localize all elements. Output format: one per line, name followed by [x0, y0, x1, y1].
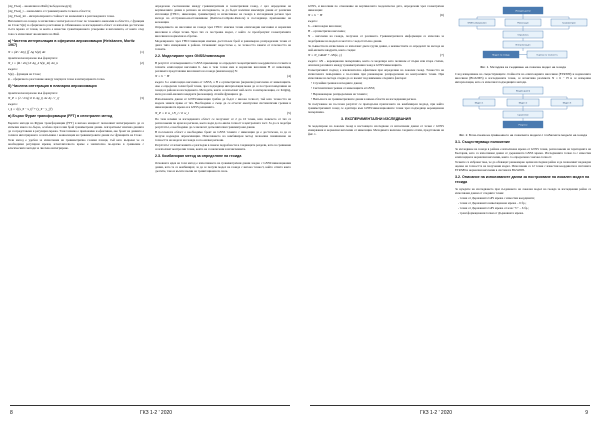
paragraph: практически изразено във формулата: [8, 90, 58, 95]
flow-box-label: Оценка на точността [536, 54, 558, 57]
list-item: • Случайни грешки в изходните данни; [311, 81, 363, 86]
paragraph: По тези начини за изследваната област се получават от 2 до 10 точки, като повечето от тях са разположени по края на региона, което води до по-ниска точност в централната част. За да се подобри резултатът, е необходимо да се включат допълнителни гравиметрови данни. [155, 116, 291, 129]
running-footer: ГКЗ 1-2 ' 2020 [420, 410, 453, 416]
equation [308, 13, 444, 18]
paragraph: H – ортометрична височина; [308, 29, 346, 34]
equation-body: N_P = (1 / 2πγ) Σ Σ Δg_ij Δx Δy / r_ij [8, 95, 60, 100]
equation-number: (3) [140, 95, 144, 100]
equation [155, 74, 291, 79]
flow-box-label: Гравиметрия [562, 22, 576, 25]
paragraph: където: [8, 66, 18, 71]
paragraph: За нуждите на изследването при създаването на локален модел на геоида за изследвания район са използвани данни от следните точки: [455, 186, 591, 195]
paragraph: определено съотношение между гравиметричния и геометричния геоид, с цел определяне на вертикалните данни в региона на изследването, за да бъдат налични максимум данни от различни източници (ГНСС, нивелация, гравиметрия) за изчисляване на геоида в изследвания регион чрез метода на отстранено-възстановяване (Remove-Compute-Restore) и последващо приложение на колокация. [155, 4, 291, 25]
paragraph: След извършване на съществуващите стойности на елипсоидните височини (ETRS89) и нормалните височини (BGS2005) в изследваните точки, се изчислява разликата N = h − H и се извършва интерполация, като се използват подходящите методи. [455, 72, 591, 85]
paragraph: Височината на геоида се изчислява с интеграла на Стокс по точковите аномалии в областта, с функция на Стокс S(ψ) за сферичното разстояние ψ. Обикновено за изследваната област се използва достатъчно гъста мрежа от точки, за които е известно гравитационното ускорение и височината, от които след това се изчисляват аномалиите на Фай. [8, 19, 144, 36]
section-heading: 2.2. Моделиране чрез GNSS/нивелация [155, 54, 225, 59]
left-page-column-1 [8, 4, 144, 151]
paragraph: (Δg_FAA)_i – аномалиите от гравиметровите точки в областта; [8, 9, 91, 14]
equation [155, 111, 291, 116]
right-page-column-2 [455, 4, 591, 216]
flow-box-label: Входни данни [515, 90, 531, 93]
figure-1-flowchart [455, 5, 591, 63]
flow-box-label: Модел 3 [562, 102, 572, 105]
paragraph: За съвместното изчисление се използват двете групи данни, а неизвестните се определят по метода на най-малките квадрати, както следва: [308, 43, 444, 52]
equation-body: N = h − H [308, 13, 323, 18]
list-item: • Неравномерно разпределение на точките; [311, 91, 368, 96]
paragraph: Резултатът от изчисленията е разгледан в повече подробности в следващите раздели, като за сравнение се използват контролни точки, които не са включени в изчисленията. [155, 143, 291, 152]
list-item: - точки от Държавната GPS мрежа с известни координати; [458, 195, 535, 200]
flow-box-label: Нивелация [517, 22, 529, 25]
paragraph: (Δg_FAA) – аномалия на Фай (свободен въздух); [8, 4, 72, 8]
running-footer: ГКЗ 1-2 ' 2020 [140, 410, 173, 416]
paragraph: В резултат от измерванията с GNSS приемници се определят геоцентричните координати на точките и техните елипсоидни височини h. Ако в тези точки има и нормални височини H от нивелация, разликата представлява височината на геоида (квазигеоида) N: [155, 60, 291, 73]
flow-box-label: Модел на геоида [492, 54, 510, 57]
paragraph: където h е елипсоидна височина от GNSS, а H е ортометрична (нормална) височина от нивелацията. Ако е определен голям брой точки, чрез подходяща интерполация може да се построи повърхнина на геоида в района на изследването. Методите, които се използват най-често за интерполация, са: Kriging, метод на най-малките квадрати (колокация), сплайн функции и др. [155, 79, 291, 97]
right-page [300, 0, 600, 424]
left-page-column-2 [155, 4, 291, 174]
paragraph: Определянето на височини на геоида чрез ГНСС изисква точни елипсоидни височини и нормални височини в общи точки. Чрез тях се построява модел, с който се преобразуват геометричните височини в нормални и обратно. [155, 25, 291, 38]
flow-box-label: Модел 2 [518, 102, 528, 105]
flow-box-label: GNSS измервания [467, 22, 487, 25]
equation-body: N = N_GRAV + ΔN(x, y) [308, 52, 342, 57]
paragraph: Бързите методи на Фурие трансформации (FFT) в висока мощност позволяват интегрирането да се изпълни много по-бързо, особено при голям брой гравиметрови данни. Алгоритъмът изисква данните да са представени в регулярна мрежа. Тази техника е приложима и ефективна, ако броят на данните е голям и интегрирането се изпълнява с конволюция на гравиметровите данни със функцията на Стокс. [8, 120, 144, 137]
paragraph: GNSS, и височини по отношение на вертикалната геодезическа дата, определени чрез геометрична нивелация: [308, 4, 444, 13]
equation-number: (5) [287, 110, 291, 115]
paragraph: Използваните данни от GNSS/нивелация трябва да бъдат с висока точност, тъй като точността на модела зависи пряко от тях. Необходимо е също да се отчетат евентуални систематични грешки в нивелационната мрежа и в GNSS решенията. [155, 97, 291, 110]
paragraph: За моделиране на локален геоид в настоящото изследване са използвани данни от точки с GNSS измервания и нормални височини от нивелация. Методиката включва следните етапи, представени на фиг. 1. [308, 123, 444, 136]
page-number: 8 [10, 410, 13, 416]
list-item: • Систематични грешки от нивелацията и GNSS; [311, 86, 376, 91]
equation-number: (4) [287, 73, 291, 78]
equation-number: (6) [440, 13, 444, 18]
section-heading: а) Чистена интерполация в сферична апроксимация (Heiskanen, Moritz 1967) [8, 38, 135, 48]
figure-caption: Фиг. 2. Блок-схема на сравнението на локалните модели с глобалните модели на геоида [459, 133, 587, 138]
paragraph: ψ – сферичното разстояние между текущата точка и интегрираната точка. [8, 77, 106, 82]
equation [8, 61, 144, 66]
right-page-column-1 [308, 4, 444, 137]
list-item: - трансформационни точки от Държавната мрежа. [458, 211, 524, 216]
equation-number: (2) [140, 60, 144, 65]
paragraph: r_ij = √((x_P − x_i)² + (y_P − y_j)²) [8, 107, 53, 111]
paragraph: За получаване на по-точен резултат се препоръчва прилагането на комбиниран подход, при който гравиметричният геоид се адаптира към GNSS/нивелационните точки чрез подходяща корекционна повърхнина. [308, 101, 444, 114]
equation-number: (1) [140, 49, 144, 54]
flow-box-label: Сравнение [517, 114, 529, 117]
figure-caption: Фиг. 1. Методика за създаване на локален модел на геоида [480, 65, 566, 69]
paragraph: S(ψ) – функция на Стокс; [8, 72, 42, 77]
paragraph: Моделирането чрез ГНСС/нивелация изисква достатъчен брой и равномерно разпределени точки от двата типа измервания в района. Основният недостатък е, че точността зависи от плътността на точките. [155, 38, 291, 51]
paragraph: h – елипсоидна височина; [308, 24, 342, 29]
list-item: • Непълнота на гравиметричните данни в някои области на изследвания регион. [311, 96, 417, 101]
paragraph: практически изразено във формулата: [8, 55, 58, 60]
paragraph: В посочената област е необходимо броят на GNSS точките с нивелация да е достатъчен, за да се получи надеждна апроксимация. Използването на комбиниран метод позволява повишаване на точността на модела на геоида за по-малки региони. [155, 129, 291, 143]
flow-box-label: Резултат [518, 124, 528, 127]
section-heading: 2.3. Комбиниран метод за определяне на геоида [155, 154, 242, 159]
paragraph: (Δg_FAA)_int – интерполираната стойност на аномалията в разглежданата точка. [8, 14, 115, 19]
equation-body: N_i = (R / 4πγ) Σ Δg_k S(ψ_ik) Δσ_k [8, 60, 58, 65]
flow-box-label: Интерполация [515, 44, 531, 47]
paragraph: N – височина на геоида, получена от разликата. Гравиметричната информация се използва за подобряване на модела в местата с недостатъчно данни. [308, 34, 444, 43]
section-heading: 3. ЕКСПЕРИМЕНТАЛНИ ИЗСЛЕДВАНИЯ [341, 116, 411, 121]
equation [308, 53, 444, 58]
paragraph: За изследване на геоида в района е използвана мрежа от GNSS точки, разположени на територията на България, като са използвани данни от държавната GNSS мрежа. Изследваните точки са с известни елипсоидни и нормални височини, които са определени с висока точност. [455, 146, 591, 160]
equation [8, 96, 144, 101]
flow-box-label: Обработка [517, 34, 529, 37]
equation-number: (7) [440, 52, 444, 57]
paragraph: където: ΔN – корекционна повърхнина, която се моделира като полином от първа или втора степен, описващ разликата между гравиметричния геоид и GNSS/нивелацията. [308, 58, 444, 67]
flow-box-label: Модел 1 [474, 102, 484, 105]
paragraph: Точките са избрани така, че да обхващат равномерно целия изследван район и да позволяват надеждна оценка на точността на получения модел. Използвани са 12 точки с известни координати в системата ETRS89 и нормални височини в системата BGS2005. [455, 160, 591, 173]
paragraph: Този метод е удобен за изчисления на гравиметрично големи площи, тъй като въпреки че са необходими регулярни мрежи, изчислителното време е значително по-кратко в сравнение с класическите методи за числено интегриране. [8, 138, 144, 151]
paragraph: където: [8, 101, 18, 106]
equation-body: N_P = Σ w_i N_i / Σ w_i [155, 110, 189, 115]
list-item: - точки от Държавната нивелационна мрежа – 6 бр.; [458, 200, 527, 205]
equation-body: N = h − H [155, 73, 170, 78]
section-heading: 3.2. Описание на използваните данни за построяване на локален модел на геоида [455, 175, 590, 185]
list-item: - точки от Държавната GPS мрежа от клас "C" – 6 бр.; [458, 206, 529, 210]
paragraph: Основната идея на този метод е използването на гравиметрични данни заедно с GNSS/нивелационни данни, като те се комбинират, за да се получи модел на геоида с висока точност, който отчита както дългите, така и късите вълни на гравитационното поле. [155, 160, 291, 174]
page-number: 9 [585, 410, 588, 416]
paragraph: където: [308, 19, 318, 24]
paragraph: Геометричният подход е изключително ефективен при определяне на локален геоид. Точността на изчислената повърхнина е по-голяма при равномерно разпределение на контролните точки. При използване на метода следва да се вземат под внимание следните фактори: [308, 68, 444, 81]
section-heading: б) Числена интеграция в планарна апроксимация [8, 84, 97, 89]
section-heading: в) Бързи Фурие трансформации (FFT) в спектрален метод [8, 114, 113, 119]
section-heading: 3.1. Съществуващо положение [455, 140, 510, 145]
figure-2-block-diagram [455, 85, 591, 131]
equation-body: N = (R / 4πγ) ∬ Δg S(ψ) dσ [8, 49, 46, 54]
flow-box-label: Изходни данни [515, 10, 531, 13]
equation [8, 50, 144, 55]
